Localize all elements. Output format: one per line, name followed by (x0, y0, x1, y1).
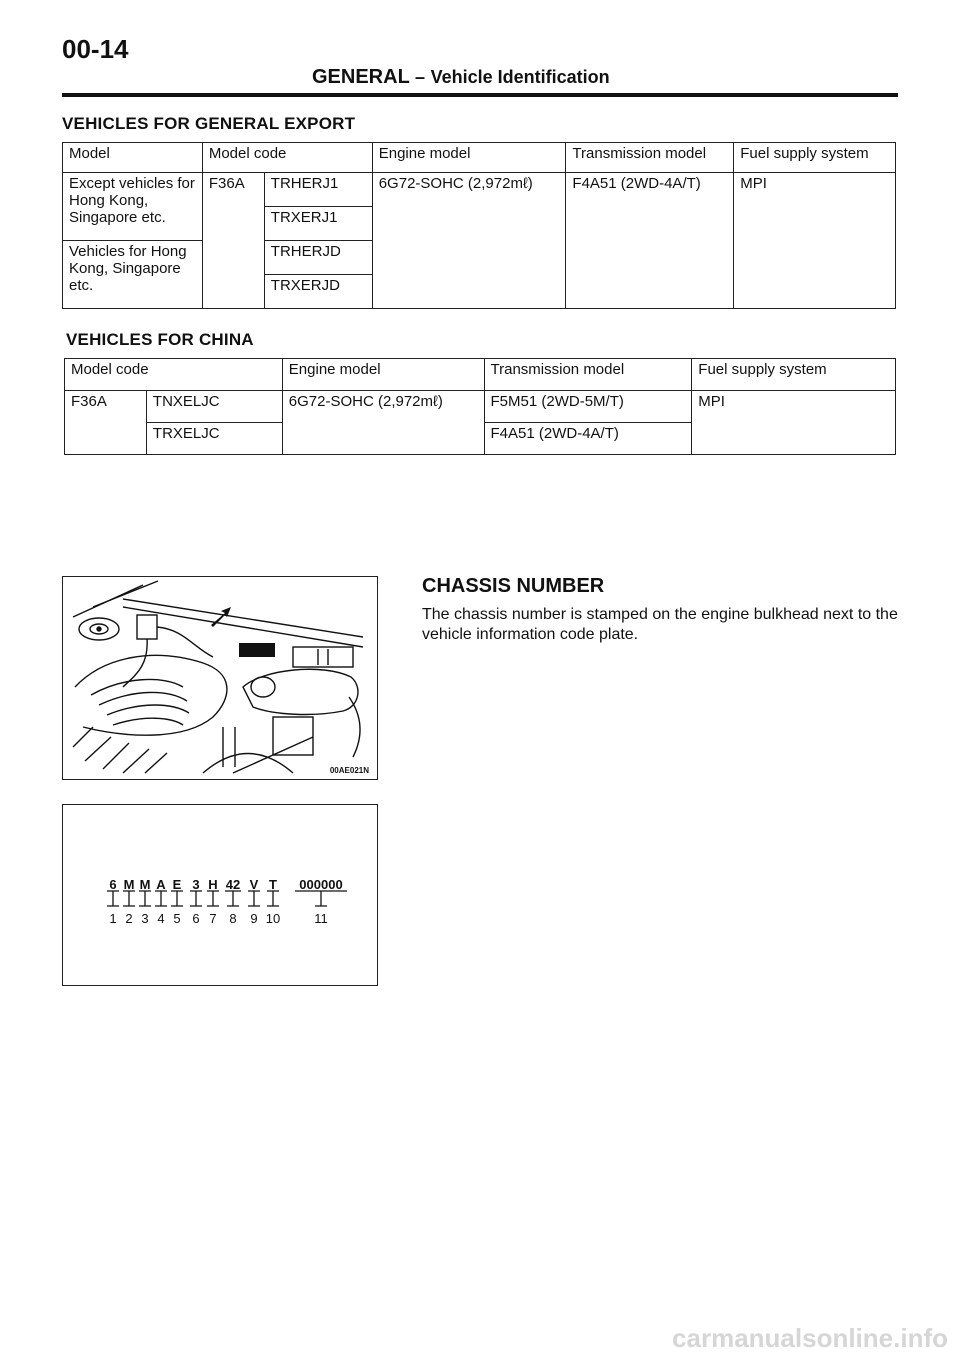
vin-position: 9 (250, 911, 258, 926)
section-subtitle: Vehicle Identification (430, 67, 610, 87)
transmission-cell: F4A51 (2WD-4A/T) (484, 423, 692, 455)
vin-char: 000000 (299, 877, 343, 892)
vin-char: 3 (192, 877, 200, 892)
china-table (64, 358, 896, 455)
table-header-row (63, 143, 896, 173)
vin-position: 5 (173, 911, 181, 926)
vin-char: V (249, 877, 259, 892)
vin-diagram (63, 805, 377, 985)
col-header: Transmission model (566, 143, 734, 173)
model-cell: Except vehicles for Hong Kong, Singapore etc. (63, 173, 203, 241)
page-number: 00-14 (62, 34, 129, 64)
table-header-row (65, 359, 896, 391)
page-title (312, 66, 610, 89)
vin-char: M (139, 877, 151, 892)
table-row (63, 173, 896, 207)
chassis-number-description: The chassis number is stamped on the engine bulkhead next to the vehicle information code plate. (422, 606, 898, 643)
info-code-plate (239, 643, 275, 657)
fuel-cell: MPI (734, 173, 896, 309)
table-row (65, 391, 896, 423)
figure-label: 00AE021N (329, 766, 369, 775)
vin-position: 2 (125, 911, 133, 926)
fuel-cell: MPI (692, 391, 896, 455)
vin-position: 7 (209, 911, 217, 926)
chassis-number-title: CHASSIS NUMBER (422, 575, 605, 597)
vin-position: 8 (229, 911, 237, 926)
vin-char: T (269, 877, 277, 892)
vin-char: E (172, 877, 182, 892)
model-code: TRHERJ1 (264, 173, 372, 207)
model-code: TRXELJC (146, 423, 282, 455)
header-rule (62, 93, 898, 97)
model-code-prefix: F36A (202, 173, 264, 309)
transmission-cell: F4A51 (2WD-4A/T) (566, 173, 734, 309)
vin-char: H (208, 877, 218, 892)
watermark: carmanualsonline.info (672, 1323, 948, 1353)
col-header: Fuel supply system (692, 359, 896, 391)
col-header: Model code (202, 143, 372, 173)
col-header: Model code (65, 359, 283, 391)
model-code: TRXERJD (264, 275, 372, 309)
engine-bay-illustration (62, 576, 378, 780)
vin-position: 11 (314, 911, 328, 926)
chassis-number-diagram (62, 804, 378, 986)
general-export-title: VEHICLES FOR GENERAL EXPORT (62, 114, 356, 133)
model-code: TRHERJD (264, 241, 372, 275)
general-export-table (62, 142, 896, 309)
transmission-cell: F5M51 (2WD-5M/T) (484, 391, 692, 423)
engine-cell: 6G72-SOHC (2,972mℓ) (282, 391, 484, 455)
vin-char: 42 (225, 877, 241, 892)
vin-position: 3 (141, 911, 149, 926)
model-code-prefix: F36A (65, 391, 147, 455)
vin-position: 4 (157, 911, 165, 926)
title-dash: – (414, 67, 425, 87)
vin-char: 6 (109, 877, 117, 892)
col-header: Model (63, 143, 203, 173)
col-header: Fuel supply system (734, 143, 896, 173)
model-cell: Vehicles for Hong Kong, Singapore etc. (63, 241, 203, 309)
engine-bay-drawing (63, 577, 377, 779)
vin-char: M (123, 877, 135, 892)
china-title: VEHICLES FOR CHINA (66, 330, 254, 349)
col-header: Engine model (282, 359, 484, 391)
section-name: GENERAL (312, 66, 410, 88)
engine-cell: 6G72-SOHC (2,972mℓ) (372, 173, 566, 309)
col-header: Engine model (372, 143, 566, 173)
model-code: TNXELJC (146, 391, 282, 423)
vin-position: 6 (192, 911, 200, 926)
vin-position: 1 (109, 911, 117, 926)
vin-position: 10 (265, 911, 281, 926)
col-header: Transmission model (484, 359, 692, 391)
model-code: TRXERJ1 (264, 207, 372, 241)
vin-char: A (156, 877, 166, 892)
